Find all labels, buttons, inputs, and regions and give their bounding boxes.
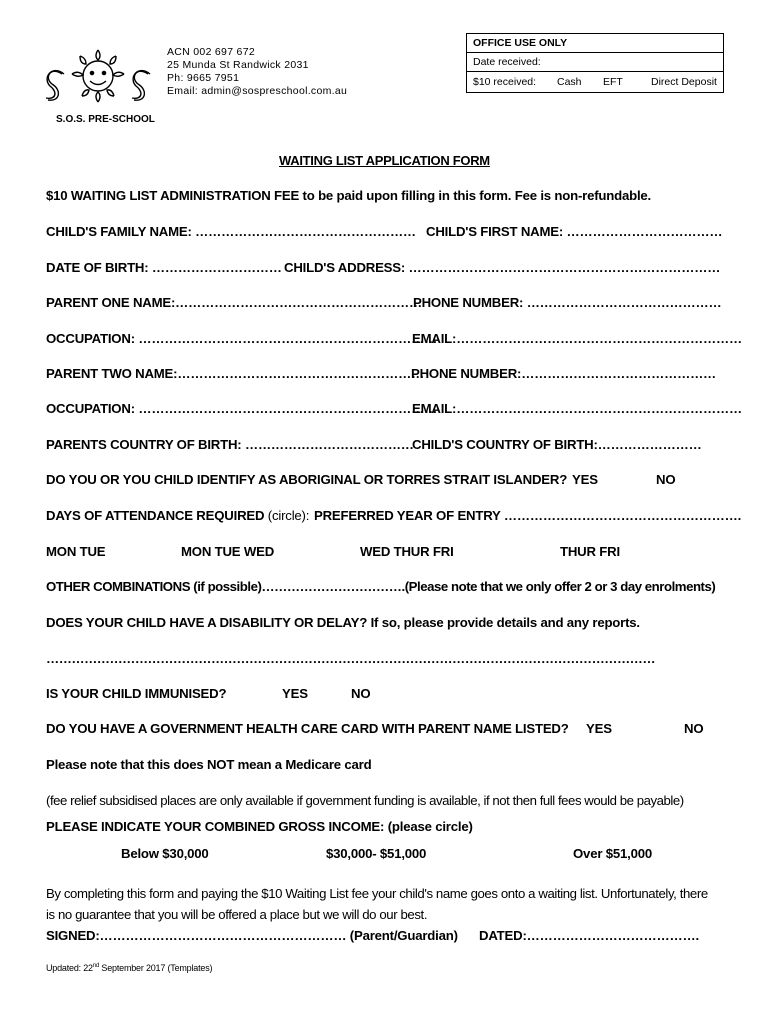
closing-text-line-2: is no guarantee that you will be offered a place but we will do our best. — [46, 907, 428, 922]
phone-one-field[interactable]: PHONE NUMBER: ……………………………………… — [413, 295, 722, 310]
address-text: 25 Munda St Randwick 2031 — [167, 59, 309, 71]
aboriginal-yes[interactable]: YES — [572, 472, 598, 487]
income-option-over-51000[interactable]: Over $51,000 — [573, 846, 652, 861]
dob-field[interactable]: DATE OF BIRTH: ………………………… — [46, 260, 282, 275]
medicare-note: Please note that this does NOT mean a Medicare card — [46, 757, 372, 772]
school-logo — [40, 44, 160, 106]
school-name: S.O.S. PRE-SCHOOL — [56, 114, 155, 125]
income-circle-note: (please circle) — [387, 819, 473, 834]
closing-text-line-1: By completing this form and paying the $10 Waiting List fee your child's name goes onto a waiting list. Unfortunately, there — [46, 886, 708, 901]
income-option-below-30000[interactable]: Below $30,000 — [121, 846, 209, 861]
days-required-text: DAYS OF ATTENDANCE REQUIRED — [46, 508, 265, 523]
circle-note: (circle): — [267, 508, 310, 523]
updated-prefix: Updated: 22 — [46, 963, 93, 973]
day-option-mon-tue[interactable]: MON TUE — [46, 544, 106, 559]
date-received-field: Date received: — [467, 53, 723, 72]
first-name-field[interactable]: CHILD'S FIRST NAME: ……………………………… — [426, 224, 723, 239]
preferred-year-field[interactable]: PREFERRED YEAR OF ENTRY ………………………………………………. — [314, 508, 742, 523]
aboriginal-no[interactable]: NO — [656, 472, 676, 487]
fee-received-label: $10 received: — [473, 76, 537, 88]
family-name-field[interactable]: CHILD'S FAMILY NAME: …………………………………………… — [46, 224, 416, 239]
health-card-question: DO YOU HAVE A GOVERNMENT HEALTH CARE CARD WITH PARENT NAME LISTED? — [46, 721, 569, 736]
fee-received-row — [467, 72, 723, 93]
immunised-no[interactable]: NO — [351, 686, 371, 701]
other-combinations-field[interactable]: OTHER COMBINATIONS (if possible)…………………………….(Please note that we only offer 2 or 3 day enrolments) — [46, 579, 716, 594]
updated-sup: nd — [92, 963, 100, 969]
child-address-field[interactable]: CHILD'S ADDRESS: ……………………………………………………………… — [284, 260, 721, 275]
income-option-30000-51000[interactable]: $30,000- $51,000 — [326, 846, 427, 861]
immunised-yes[interactable]: YES — [282, 686, 308, 701]
form-title: WAITING LIST APPLICATION FORM — [279, 153, 490, 168]
disability-details-line[interactable]: ……………………………………………………………………………………………………………………………… — [46, 651, 655, 666]
day-option-thur-fri[interactable]: THUR FRI — [560, 544, 620, 559]
office-use-box — [466, 33, 724, 93]
disability-note: If so, please provide details and any reports. — [370, 615, 640, 630]
income-question — [46, 819, 473, 834]
disability-question — [46, 615, 640, 630]
signed-field[interactable]: SIGNED:………………………………………………… (Parent/Guardian) — [46, 928, 458, 943]
eft-option: EFT — [603, 76, 623, 88]
occupation-one-field[interactable]: OCCUPATION: …………………………………………………………… — [46, 331, 438, 346]
fee-relief-note: (fee relief subsidised places are only available if government funding is available, if not then full fees would be payable) — [46, 793, 684, 808]
email-text: Email: admin@sospreschool.com.au — [167, 85, 348, 97]
acn-text: ACN 002 697 672 — [167, 46, 255, 58]
phone-text: Ph: 9665 7951 — [167, 72, 240, 84]
email-two-field[interactable]: EMAIL:………………………………………………………… — [412, 401, 742, 416]
day-option-wed-thur-fri[interactable]: WED THUR FRI — [360, 544, 454, 559]
immunised-question: IS YOUR CHILD IMMUNISED? — [46, 686, 227, 701]
updated-suffix: September 2017 (Templates) — [99, 963, 213, 973]
dated-field[interactable]: DATED:…………………………………. — [479, 928, 699, 943]
aboriginal-question: DO YOU OR YOU CHILD IDENTIFY AS ABORIGINAL OR TORRES STRAIT ISLANDER? — [46, 472, 568, 487]
fee-notice: $10 WAITING LIST ADMINISTRATION FEE to be paid upon filling in this form. Fee is non-refundable. — [46, 188, 652, 203]
updated-note — [46, 963, 212, 973]
health-card-no[interactable]: NO — [684, 721, 704, 736]
day-option-mon-tue-wed[interactable]: MON TUE WED — [181, 544, 275, 559]
parent-one-field[interactable]: PARENT ONE NAME:………………………………………………… — [46, 295, 422, 310]
child-cob-field[interactable]: CHILD'S COUNTRY OF BIRTH:…………………… — [412, 437, 702, 452]
income-question-text: PLEASE INDICATE YOUR COMBINED GROSS INCOME: — [46, 819, 385, 834]
parent-two-field[interactable]: PARENT TWO NAME:………………………………………………… — [46, 366, 425, 381]
office-title: OFFICE USE ONLY — [467, 34, 723, 53]
email-one-field[interactable]: EMAIL:………………………………………………………… — [412, 331, 742, 346]
days-required-label — [46, 508, 309, 523]
health-card-yes[interactable]: YES — [586, 721, 612, 736]
direct-deposit-option: Direct Deposit — [651, 76, 717, 88]
parents-cob-field[interactable]: PARENTS COUNTRY OF BIRTH: ………………………………… — [46, 437, 414, 452]
cash-option: Cash — [557, 76, 582, 88]
phone-two-field[interactable]: PHONE NUMBER:……………………………………… — [411, 366, 717, 381]
disability-question-text: DOES YOUR CHILD HAVE A DISABILITY OR DELAY? — [46, 615, 368, 630]
occupation-two-field[interactable]: OCCUPATION: …………………………………………………………… — [46, 401, 438, 416]
